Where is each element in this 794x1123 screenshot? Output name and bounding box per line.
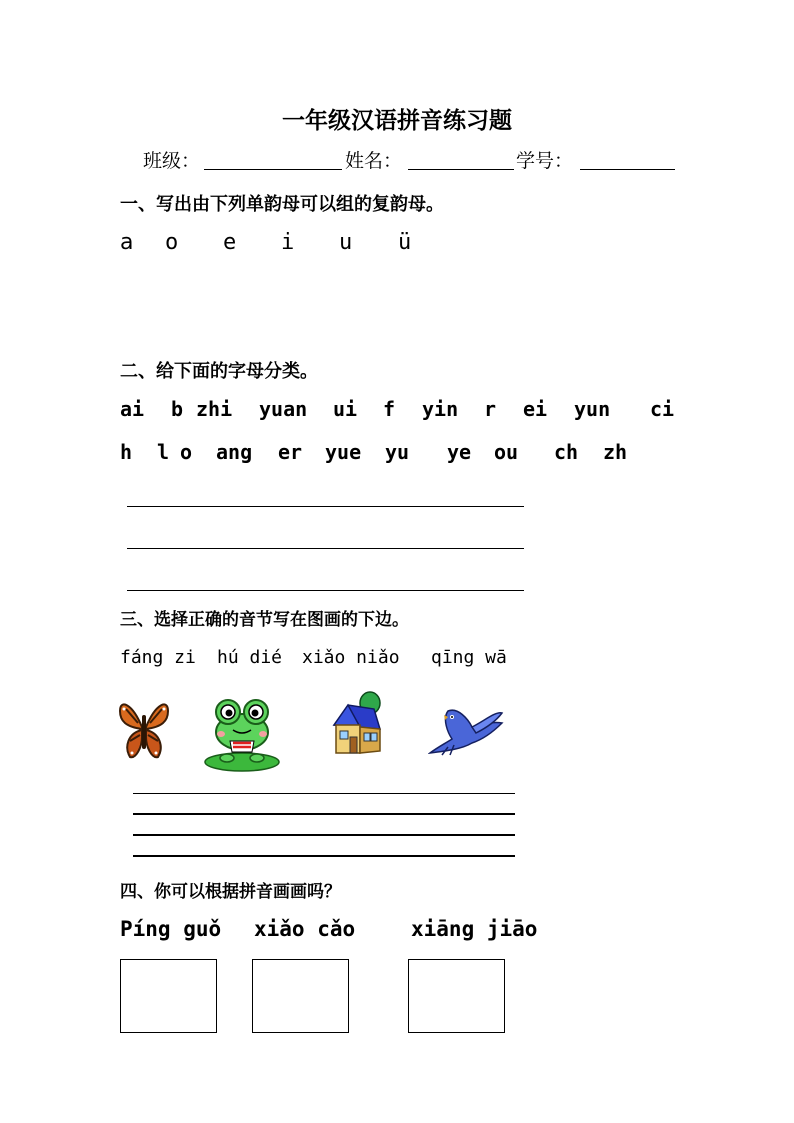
letter-r: r xyxy=(484,397,497,421)
bird-icon xyxy=(428,705,504,757)
letter-ang: ang xyxy=(216,440,253,464)
draw-word-xiaocao: xiǎo cǎo xyxy=(254,917,356,941)
picture-answer-line-3[interactable] xyxy=(133,834,515,836)
letter-ch: ch xyxy=(554,440,579,464)
vowel-u-umlaut: ü xyxy=(398,230,412,255)
letter-yin: yin xyxy=(422,397,459,421)
vowel-i: i xyxy=(281,230,295,255)
letter-f: f xyxy=(383,397,396,421)
picture-answer-line-1[interactable] xyxy=(133,793,515,794)
answer-line-3[interactable] xyxy=(127,590,524,591)
letter-yun: yun xyxy=(574,397,611,421)
vowel-u: u xyxy=(339,230,353,255)
letter-h: h xyxy=(120,440,133,464)
answer-line-1[interactable] xyxy=(127,506,524,507)
butterfly-icon xyxy=(118,697,170,761)
vowel-e: e xyxy=(223,230,237,255)
letter-ou: ou xyxy=(494,440,519,464)
letter-ei: ei xyxy=(523,397,548,421)
letter-l: l xyxy=(157,440,170,464)
section1-heading: 一、写出由下列单韵母可以组的复韵母。 xyxy=(120,194,444,215)
letter-yu: yu xyxy=(385,440,410,464)
section3-heading: 三、选择正确的音节写在图画的下边。 xyxy=(120,610,409,630)
vowel-o: o xyxy=(165,230,179,255)
letter-yuan: yuan xyxy=(259,397,308,421)
drawing-box-1[interactable] xyxy=(120,959,217,1033)
draw-word-pingguo: Píng guǒ xyxy=(120,917,222,941)
class-blank[interactable] xyxy=(204,149,342,170)
letter-ci: ci xyxy=(650,397,675,421)
vowel-a: a xyxy=(120,230,134,255)
letter-ye: ye xyxy=(447,440,472,464)
picture-answer-line-4[interactable] xyxy=(133,855,515,857)
name-blank[interactable] xyxy=(408,149,514,170)
letter-yue: yue xyxy=(325,440,362,464)
answer-line-2[interactable] xyxy=(127,548,524,549)
letter-ai: ai xyxy=(120,397,145,421)
page-title: 一年级汉语拼音练习题 xyxy=(282,107,512,134)
draw-word-xiangjiao: xiāng jiāo xyxy=(411,917,538,941)
syllable-fangzi: fáng zi xyxy=(120,647,196,668)
syllable-qingwa: qīng wā xyxy=(431,647,507,668)
letter-b: b xyxy=(171,397,184,421)
name-label: 姓名： xyxy=(345,150,403,172)
picture-answer-line-2[interactable] xyxy=(133,813,515,815)
number-blank[interactable] xyxy=(580,149,675,170)
section4-heading: 四、你可以根据拼音画画吗？ xyxy=(120,882,341,902)
class-label: 班级： xyxy=(143,150,201,172)
letter-zhi: zhi xyxy=(196,397,233,421)
letter-zh: zh xyxy=(603,440,628,464)
section2-heading: 二、给下面的字母分类。 xyxy=(120,361,318,382)
letter-ui: ui xyxy=(333,397,358,421)
letter-o: o xyxy=(180,440,193,464)
letter-er: er xyxy=(278,440,303,464)
number-label: 学号： xyxy=(516,150,574,172)
frog-icon xyxy=(203,692,281,772)
drawing-box-3[interactable] xyxy=(408,959,505,1033)
syllable-hudie: hú dié xyxy=(217,647,283,668)
drawing-box-2[interactable] xyxy=(252,959,349,1033)
syllable-xiaoniao: xiǎo niǎo xyxy=(302,647,400,668)
house-icon xyxy=(330,691,384,757)
